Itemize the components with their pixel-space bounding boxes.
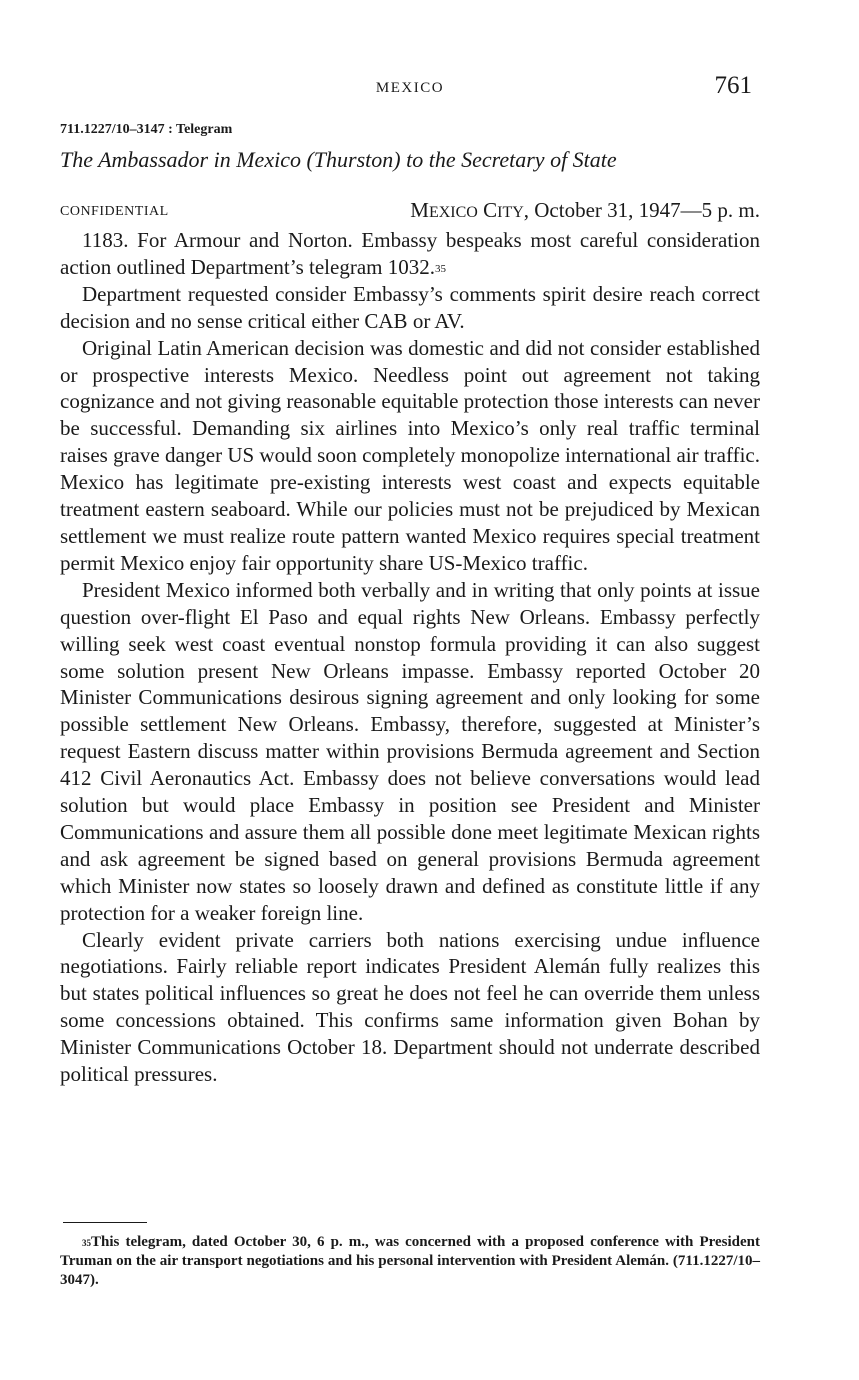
paragraph-5: Clearly evident private carriers both nations exercising undue influence negotiations. Fairly reliable report indicates President Alemán fully realizes this but states political influences so great he does not feel he can override them unless some concessions obtained. This confirms same information given Bohan by Minister Communications October 18. Department should not underrate described political pressures. [60, 927, 760, 1087]
title-name: Thurston [313, 147, 394, 172]
running-title: MEXICO [375, 80, 445, 96]
dateline-place-smallcaps: EXICO [428, 204, 478, 221]
classification-label: CONFIDENTIAL [60, 204, 169, 219]
paragraph-3: Original Latin American decision was domestic and did not consider established or prospective interests Mexico. Needless point out agreement not taking cognizance and not giving reasonable equitable protection those interests can never be successful. Demanding six airlines into Mexico’s only real traffic terminal raises grave danger US would soon completely monopolize international air traffic. Mexico has legitimate pre-existing interests west coast and expects equitable treatment eastern seaboard. While our policies must not be prejudiced by Mexican settlement we must realize route pattern wanted Mexico requires special treatment permit Mexico enjoy fair opportunity share US-Mexico traffic. [60, 335, 760, 575]
document-title [60, 147, 760, 173]
paragraph-4: President Mexico informed both verbally and in writing that only points at issue question over-flight El Paso and equal rights New Orleans. Embassy perfectly willing seek west coast eventual nonstop formula providing it can also suggest some solution present New Orleans impasse. Embassy reported October 20 Minister Communications desirous signing agreement and only looking for some possible settlement New Orleans. Embassy, therefore, suggested at Minister’s request Eastern discuss matter within provisions Bermuda agreement and Section 412 Civil Aeronautics Act. Embassy does not believe conversations would lead solution but would place Embassy in position see President and Minister Communications and assure them all possible done meet legitimate Mexican rights and ask agreement be signed based on general provisions Bermuda agreement which Minister now states so loosely drawn and defined as constitute little if any protection for a weaker foreign line. [60, 577, 760, 925]
running-head [60, 72, 760, 106]
footnote [60, 1233, 760, 1290]
dateline-place-smallcaps-2: ITY [497, 204, 524, 221]
footnote-ref[interactable]: 35 [434, 262, 446, 275]
dateline-place-cap-2: C [483, 198, 498, 222]
title-part-1: The Ambassador in Mexico ( [60, 147, 314, 172]
footnote-divider [63, 1222, 147, 1223]
telegram-body [60, 227, 760, 1088]
paragraph-1 [60, 227, 760, 281]
dateline [410, 198, 760, 223]
footnote-text: This telegram, dated October 30, 6 p. m., was concerned with a proposed conference with President Truman on the air transport negotiations and his personal intervention with President Alemán. (711.1227/10–3047). [60, 1234, 760, 1288]
file-reference: 711.1227/10–3147 : Telegram [60, 122, 233, 137]
paragraph-1-text: 1183. For Armour and Norton. Embassy bespeaks most careful consideration action outlined Department’s telegram 1032. [60, 228, 760, 279]
dateline-place-cap: M [410, 198, 429, 222]
dateline-date: , October 31, 1947—5 p. m. [523, 198, 760, 222]
title-part-2: ) to the Secretary of State [393, 147, 617, 172]
page-number: 761 [714, 72, 752, 99]
paragraph-2: Department requested consider Embassy’s comments spirit desire reach correct decision and no sense critical either CAB or AV. [60, 281, 760, 333]
footnote-marker: 35 [82, 1238, 91, 1248]
